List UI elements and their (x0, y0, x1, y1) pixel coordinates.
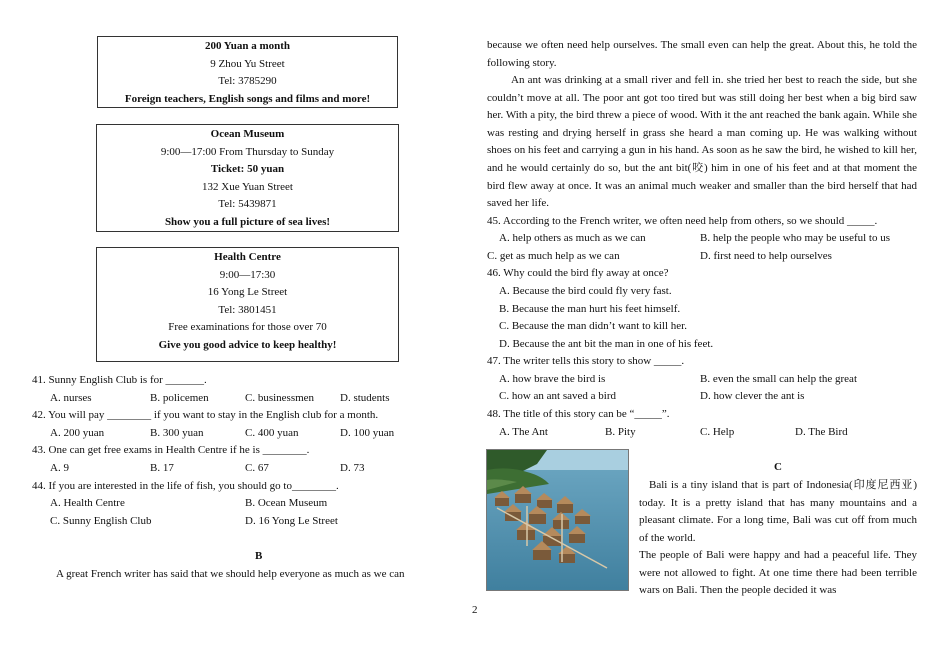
ad-address: 132 Xue Yuan Street (202, 180, 293, 193)
ad-ticket: Ticket: 50 yuan (210, 163, 285, 176)
option: C. 67 (245, 462, 269, 474)
question-44-stem: 44. If you are interested in the life of fish, you should go to________. (32, 480, 339, 492)
bali-island-photo (486, 449, 629, 591)
ad-hours: 9:00—17:00 From Thursday to Sunday (160, 145, 335, 158)
page-number: 2 (472, 604, 478, 616)
option: B. even the small can help the great (700, 373, 857, 385)
option: B. 300 yuan (150, 427, 204, 439)
ad-box-ocean-museum (96, 124, 399, 232)
ad-slogan: Give you good advice to keep healthy! (158, 338, 337, 351)
option: C. Help (700, 426, 735, 438)
option: A. how brave the bird is (499, 373, 606, 385)
option: B. Because the man hurt his feet himself. (499, 303, 681, 315)
ad-hours: 9:00—17:30 (219, 268, 276, 281)
option: D. 100 yuan (340, 427, 395, 439)
option: B. policemen (150, 392, 209, 404)
section-b-heading: B (255, 550, 263, 562)
ad-box-sunny-english-club (97, 36, 398, 108)
option: D. The Bird (795, 426, 848, 438)
question-42-stem: 42. You will pay ________ if you want to stay in the English club for a month. (32, 409, 379, 421)
option: D. students (340, 392, 390, 404)
option: C. Sunny English Club (50, 515, 152, 527)
option: C. 400 yuan (245, 427, 299, 439)
option: D. 73 (340, 462, 365, 474)
option: A. 9 (50, 462, 69, 474)
question-47-stem: 47. The writer tells this story to show _____. (487, 355, 685, 367)
ad-slogan: Show you a full picture of sea lives! (164, 215, 331, 228)
section-b-intro: A great French writer has said that we should help everyone as much as we can (56, 568, 405, 580)
option: A. Because the bird could fly very fast. (499, 285, 672, 297)
ad-phone: Tel: 3801451 (218, 303, 277, 316)
option: A. Health Centre (50, 497, 125, 509)
ad-slogan: Foreign teachers, English songs and films and more! (124, 92, 371, 105)
option: C. Because the man didn’t want to kill her. (499, 320, 687, 332)
option: B. 17 (150, 462, 174, 474)
story-paragraph: An ant was drinking at a small river and fell in. she tried her best to reach the side, but she couldn’t move at all. The poor ant got too tired but was still doing her best when a big bird saw her. With a pity, the bird threw a piece of wood. With it the ant reached the bank again. While she was resting and drying herself in grass she heard a man coming up. He was walking without shoes on his feet and carrying a gun in his hand. As soon as he saw the bird, he wished to kill her, and he would certainly do so, but the ant bit(咬) him in one of his feet and at that moment the bird flew away at once. It was an animal much weaker and smaller than the bird herself that had saved her life. (487, 74, 917, 210)
story-continuation: because we often need help ourselves. The small even can help the great. About this, he told the following story. (487, 39, 917, 69)
option: B. help the people who may be useful to us (700, 232, 891, 244)
question-43-stem: 43. One can get free exams in Health Centre if he is ________. (32, 444, 310, 456)
ad-title: Ocean Museum (210, 128, 285, 140)
ad-offer: Free examinations for those over 70 (168, 321, 327, 334)
option: D. how clever the ant is (700, 390, 805, 402)
ad-address: 9 Zhou Yu Street (210, 57, 285, 70)
ad-address: 16 Yong Le Street (207, 286, 288, 299)
ad-title: Health Centre (214, 251, 281, 263)
option: B. Pity (605, 426, 636, 438)
ad-phone: Tel: 3785290 (218, 75, 277, 88)
question-45-stem: 45. According to the French writer, we often need help from others, so we should _____. (487, 215, 878, 227)
option: B. Ocean Museum (245, 497, 328, 509)
ad-box-health-centre (96, 247, 399, 362)
option: D. 16 Yong Le Street (245, 515, 338, 527)
ad-title: 200 Yuan a month (204, 40, 291, 52)
question-46-stem: 46. Why could the bird fly away at once? (487, 267, 669, 279)
section-c-heading: C (774, 461, 782, 473)
option: C. how an ant saved a bird (499, 390, 616, 402)
option: A. 200 yuan (50, 427, 105, 439)
option: D. first need to help ourselves (700, 250, 832, 262)
question-48-stem: 48. The title of this story can be “_____”. (487, 408, 670, 420)
option: C. get as much help as we can (487, 250, 620, 262)
option: C. businessmen (245, 392, 315, 404)
ad-phone: Tel: 5439871 (218, 198, 277, 211)
section-c-paragraph-2: The people of Bali were happy and had a peaceful life. They were not allowed to fight. At one time there had been terrible wars on Bali. Then the people decided it was (639, 549, 917, 597)
option: A. nurses (50, 392, 92, 404)
section-c-paragraph-1: Bali is a tiny island that is part of Indonesia(印度尼西亚) today. It is a pretty island that has many mountains and a pleasant climate. For a long time, Bali was cut off from much of the world. (639, 479, 917, 544)
option: A. help others as much as we can (499, 232, 646, 244)
option: A. The Ant (499, 426, 548, 438)
question-41-stem: 41. Sunny English Club is for _______. (32, 374, 207, 386)
option: D. Because the ant bit the man in one of his feet. (499, 338, 714, 350)
